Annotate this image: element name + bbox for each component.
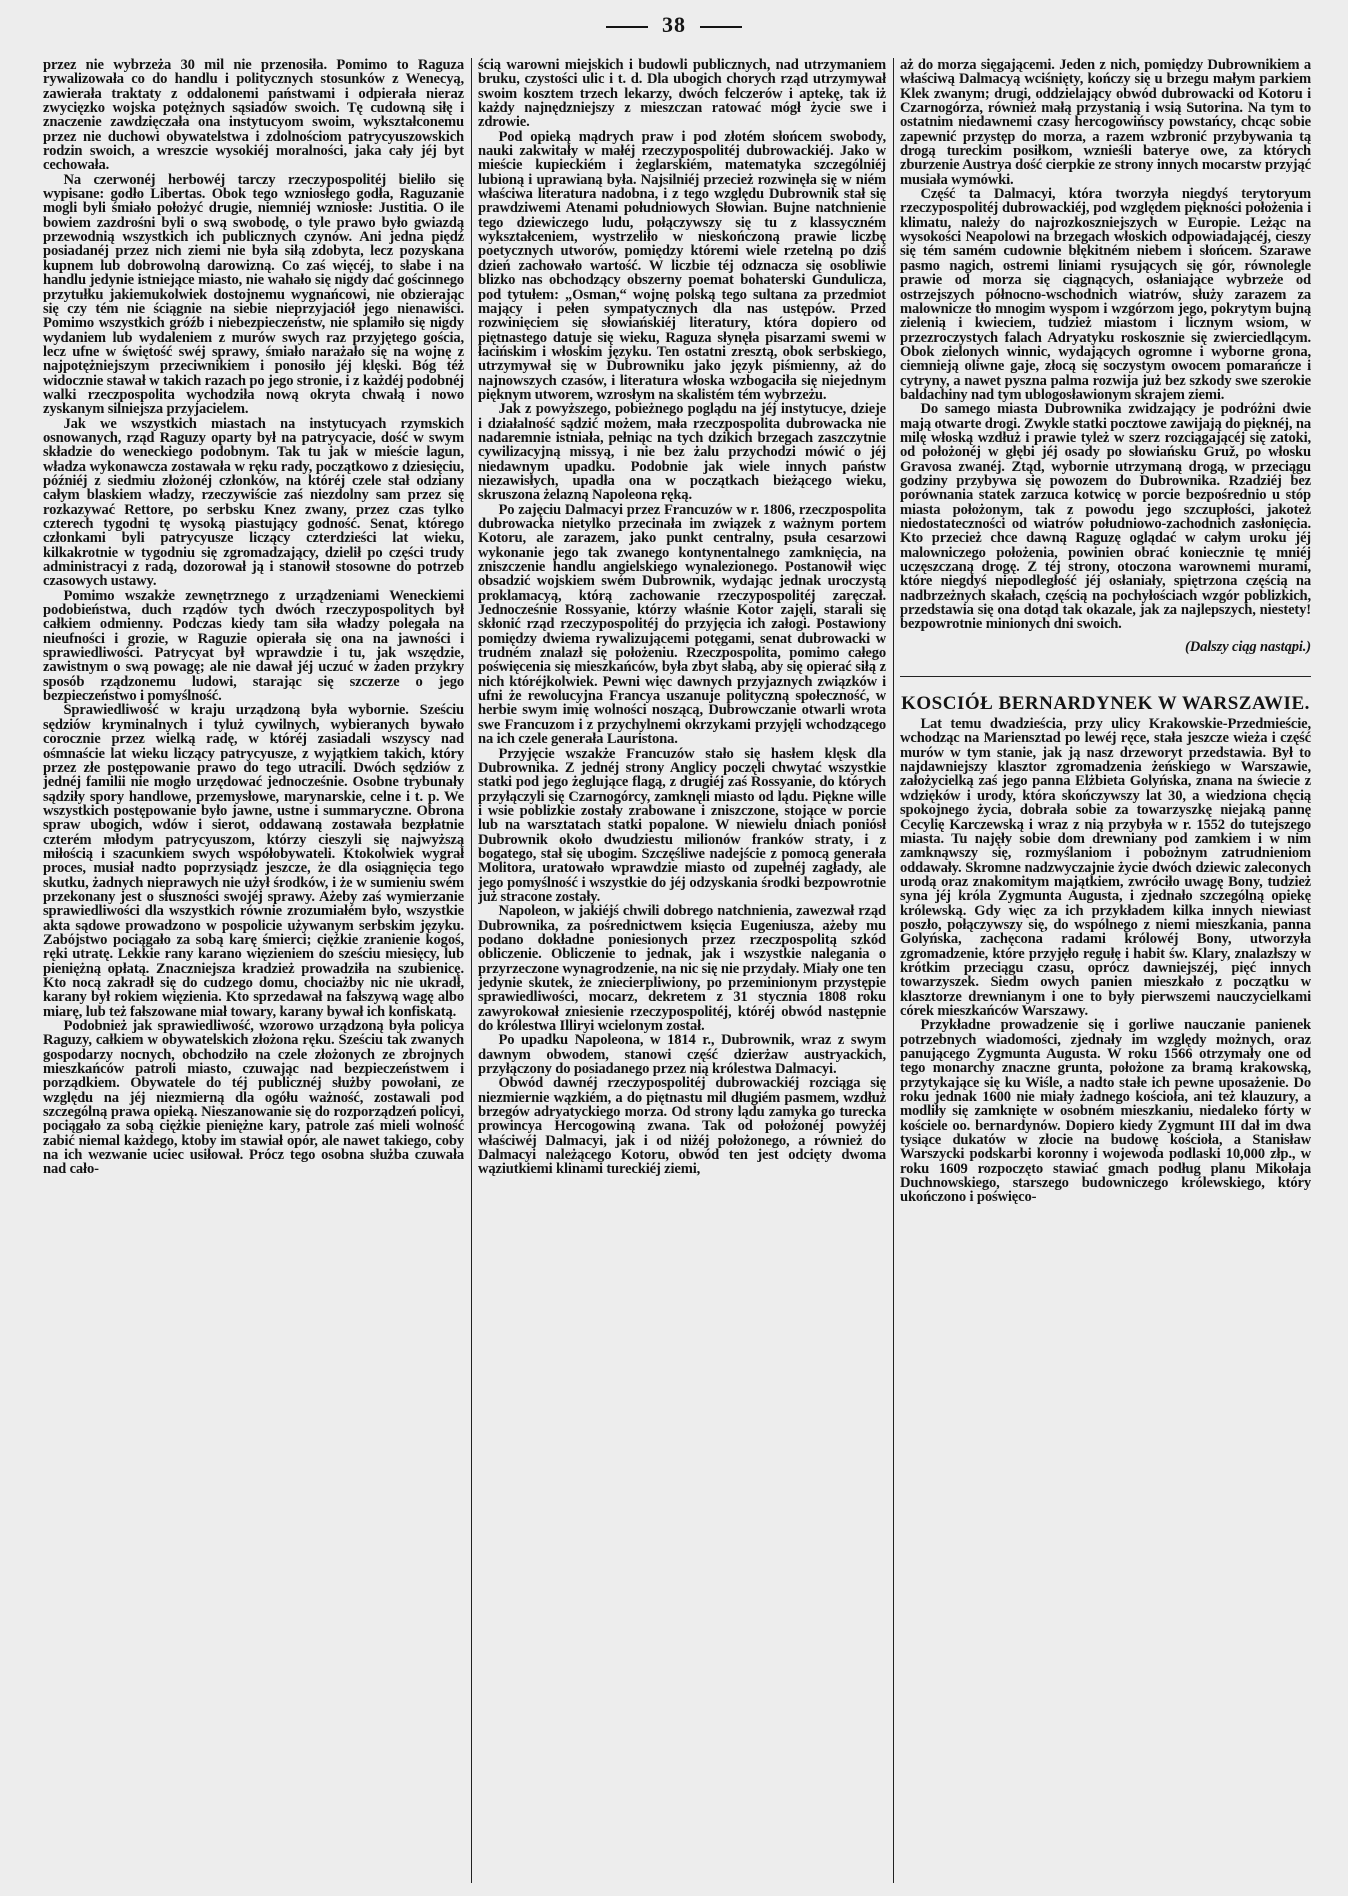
article-title: KOSCIÓŁ BERNARDYNEK W WARSZAWIE.	[901, 693, 1310, 715]
paragraph: Lat temu dwadzieścia, przy ulicy Krakowskie-Przedmieście, wchodząc na Mariensztad po lewéj ręce, stała jeszcze wieża i część murów w tym stanie, jak ją nasz drzeworyt przedstawia. Był to najdawniejszy klasztor zgromadzenia żeńskiego w Warszawie, założycielką zaś jego panna Elżbieta Golyńska, znana na świecie z wdzięków i urody, która skończywszy lat 30, a wiedziona chęcią spokojnego życia, dobrała sobie za towarzyszkę niejaką pannę Cecylię Karczewską i wraz z nią przybyła w r. 1552 do tutejszego miasta. Tu najęły sobie dom drewniany pod zamkiem i w nim zamknąwszy się, rozmyślaniom i pobożnym zatrudnieniom oddawały. Skromne nadzwyczajnie życie dwóch dziewic zaleconych urodą oraz znakomitym majątkiem, zwróciło uwagę Bony, tudzież syna jéj króla Zygmunta Augusta, i zjednało szczególną opiekę królewską. Gdy więc za ich przykładem kilka innych niewiast poszło, połączywszy się, do wspólnego z niemi mieszkania, panna Golyńska, zachęcona radami królowéj Bony, utworzyła zgromadzenie, które przyjęło regułę i habit św. Klary, znalazłszy w krótkim przeciągu czasu, oprócz dawniejszéj, pięć innych towarzyszek. Siedm owych panien mieszkało z początku w klasztorze drewnianym i one to były pierwszemi nauczycielkami córek mieszkańców Warszawy.	[900, 716, 1311, 1019]
paragraph: Na czerwonéj herbowéj tarczy rzeczypospolitéj bieliło się wypisane: godło Libertas. Obok tego wzniosłego godła, Raguzanie mogli byli śmiało położyć drugie, niemniéj wzniosłe: Justitia. O ile bowiem zazdrośni byli o swą swobodę, o tyle prawo było gwiazdą przewodnią wszystkich ich publicznych czynów. Ani jedna piędź posiadanéj przez nich ziemi nie była siłą zdobyta, lecz pozyskana kupnem lub dobrowolną darowizną. Co zaś więcéj, to słabe i na handlu jedynie istniejące miasto, nie wahało się nigdy dać gościnnego przytułku jakiemukolwiek dostojnemu wygnańcowi, nie obzierając się czy tém nie ściągnie na siebie nieprzyjaciół jego nienawiści. Pomimo wszystkich gróźb i niebezpieczeństw, nie splamiło się nigdy wydaniem lub wydaleniem z murów swych raz przyjętego gościa, lecz ufne w świętość swéj sprawy, śmiało narażało się na wojnę z najpotężniejszym przeciwnikiem i ponosiło jéj klęski. Bóg téż widocznie stawał w takich razach po jego stronie, i z każdéj podobnéj walki rzeczpospolita wychodziła nową okryta chwałą i nowo zyskanym silniejsza przyjacielem.	[43, 171, 464, 418]
column-rule	[471, 58, 472, 1883]
paragraph: ścią warowni miejskich i budowli publicznych, nad utrzymaniem bruku, czystości ulic i t. d. Dla ubogich chorych rząd utrzymywał swoim kosztem trzech lekarzy, dwóch felczerów i aptekę, tak iż każdy najnędzniejszy z mieszczan ratować mógł życie swe i zdrowie.	[478, 58, 886, 131]
paragraph: Po zajęciu Dalmacyi przez Francuzów w r. 1806, rzeczpospolita dubrowacka nietylko przecinała im związek z ważnym portem Kotoru, ale zarazem, jako punkt centralny, psuła cesarzowi wykonanie jego tak zwanego kontynentalnego zamknięcia, na zniszczenie handlu angielskiego wynalezionego. Postanowił więc obsadzić wojskiem swém Dubrownik, wydając jednak uroczystą proklamacyą, którą zachowanie rzeczypospolitéj zaręczał. Jednocześnie Rossyanie, którzy właśnie Kotor zajęli, starali się skłonić rząd rzeczypospolitéj do przyjęcia ich załogi. Postawiony pomiędzy dwiema rywalizującemi potęgami, senat dubrowacki w trudném znalazł się położeniu. Rzeczpospolita, pomimo całego poświęcenia się mieszkańców, była zbyt słabą, aby się opierać siłą z nich któréjkolwiek. Pewni więc dawnych przyjaznych związków i ufni że rewolucyjna Francya uszanuje polityczną społeczność, w herbie swym imię wolności noszącą, Dubrowczanie otwarli wrota swe Francuzom i z przychylnemi okrzykami przyjęli wchodzącego na ich czele generała Lauristona.	[478, 501, 886, 748]
paragraph: Sprawiedliwość w kraju urządzoną była wybornie. Sześciu sędziów kryminalnych i tyluż cywilnych, wybieranych bywało corocznie przez wielką radę, w któréj zasiadali wszyscy nad ośmnaście lat wieku liczący patrycyusze, z wyjątkiem takich, który przez złe postępowanie prawo do tego utracili. Dwóch sędziów z jednéj familii nie mogło urzędować jednocześnie. Osobne trybunały sądziły spory handlowe, przemysłowe, marynarskie, celne i t. p. We wszystkich postępowanie było jawne, ustne i summaryczne. Obrona spraw ubogich, wdów i sierot, oddawaną zostawała bezpłatnie czterém młodym patrycyuszom, którzy cieszyli się najwyższą miłością i szacunkiem swych współobywateli. Ktokolwiek wygrał proces, musiał nadto poprzysiądz jeszcze, że dla osiągnięcia tego skutku, żadnych nieprawych nie użył środków, i że w sumieniu swém przekonany jest o słuszności swojéj sprawy. Ażeby zaś wymierzanie sprawiedliwości dla wszystkich równie zrozumiałém było, wszystkie akta sądowe prowadzono w pospolicie używanym serbskim języku. Zabójstwo pociągało za sobą karę śmierci; ciężkie zranienie kogoś, ręki utratę. Lekkie rany karano więzieniem do sześciu miesięcy, lub pieniężną opłatą. Znaczniejsza kradzież prowadziła na szubienicę. Kto nocą zakradł się do cudzego domu, chociażby nic nie ukradł, karany był rokiem więzienia. Kto sprzedawał na fałszywą wagę albo miarę, lub też fałszowane miał towary, karany bywał ich konfiskatą.	[43, 702, 464, 1020]
paragraph: Przyjęcie wszakże Francuzów stało się hasłem klęsk dla Dubrownika. Z jednéj strony Anglicy poczęli chwytać wszystkie statki pod jego żeglujące flagą, z drugiéj zaś Rossyanie, do których przyłączyli się Czarnogórcy, zamknęli miasto od lądu. Piękne wille i wsie poblizkie zostały zrabowane i zniszczone, stojące w porcie lub na warsztatach statki popalone. W niewielu dniach poniósł Dubrownik około dwudziestu milionów franków straty, i z bogatego, stał się ubogim. Szczęśliwe nadejście z pomocą generała Molitora, uratowało wprawdzie miasto od zupełnéj zagłady, ale jego pomyślność i wszystkie do jéj odzyskania środki bezpowrotnie już stracone zostały.	[478, 745, 886, 905]
paragraph: Pod opieką mądrych praw i pod złotém słońcem swobody, nauki zakwitały w małéj rzeczypospolitéj dubrowackiéj. Jako w mieście kupieckiém i żeglarskiém, matematyka szczególniéj lubioną i uprawianą była. Najsilniéj przecież rozwinęła się w niém właściwa literatura nadobna, i z tego względu Dubrownik stał się prawdziwemi Atenami południowych Słowian. Bujne natchnienie tego dziewiczego ludu, połączywszy się tu z klassyczném wykształceniem, wystrzeliło w nieskończoną prawie liczbę poetycznych utworów, pomiędzy któremi wiele rzetelną po dziś dzień zachowało wartość. W liczbie téj odznacza się osobliwie blizko nas obchodzący obszerny poemat bohaterski Gundulicza, pod tytułem: „Osman,“ wojnę polską tego sultana za przedmiot mający i pełen sympatycznych dla nas ustępów. Przed rozwinięciem się słowiańskiéj literatury, która dopiero od piętnastego datuje się wieku, Raguza słynęła pisarzami swemi w łacińskim i włoskim języku. Ten ostatni zresztą, obok serbskiego, utrzymywał się w Dubrowniku jako język piśmienny, aż do najnowszych czasów, i literatura włoska wzbogaciła się niejednym pięknym utworem, wzrosłym na skalistém tém wybrzeżu.	[478, 128, 886, 403]
paragraph: aż do morza sięgającemi. Jeden z nich, pomiędzy Dubrownikiem a właściwą Dalmacyą wciśnięty, kończy się u brzegu małym parkiem Klek zwanym; drugi, oddzielający obwód dubrowacki od Kotoru i Czarnogórza, również małą przystanią i wsią Sutorina. Na tym to ostatnim niedawnemi czasy hercogowińscy powstańcy, chcąc sobie zapewnić przystęp do morza, a razem wzbronić przybywania tą drogą tureckim posiłkom, wznieśli baterye owe, za których zburzenie Austrya dość cierpkie ze strony innych mocarstw przyjąć musiała wymówki.	[900, 58, 1311, 188]
paragraph: Przykładne prowadzenie się i gorliwe nauczanie panienek potrzebnych wiadomości, zjednały im względy możnych, oraz panującego Zygmunta Augusta. W roku 1566 otrzymały one od tego monarchy znaczne grunta, położone za bramą krakowską, przytykające się ku Wiśle, a nadto stałe ich pewne uposażenie. Do roku jednak 1600 nie miały żadnego kościoła, ani też klauzury, a modliły się zamknięte w osobném mieszkaniu, niedaleko fórty w kościele oo. bernardynów. Dopiero kiedy Zygmunt III dał im dwa tysiące dukatów w złocie na budowę kościoła, a Stanisław Warszycki podskarbi koronny i wojewoda podlaski 10,000 złp., w roku 1609 rozpoczęto stawiać gmach podług planu Mikołaja Duchnowskiego, starszego budowniczego królewskiego, który ukończono i poświęco-	[900, 1017, 1311, 1206]
column-3	[900, 58, 1311, 1888]
paragraph: Podobnież jak sprawiedliwość, wzorowo urządzoną była policya Raguzy, całkiem w obywatelskich złożona ręku. Sześciu tak zwanych gospodarzy nocnych, obchodziło na czele złożonych ze zbrojnych mieszkańców patroli miasto, czuwając nad bezpieczeństwem i porządkiem. Obywatele do téj publicznéj służby powołani, ze względu na jéj niezmierną dla ogółu ważność, zostawali pod szczególną prawa opieką. Nieszanowanie się do rozporządzeń policyi, pociągało za sobą ciężkie pieniężne kary, patrole zaś mieli wolność zabić niemal każdego, ktoby im stawiał opór, ale nawet takiego, coby na ich wezwanie uciec usiłował. Prócz tego osobna służba czuwała nad cało-	[43, 1018, 464, 1178]
paragraph: Obwód dawnéj rzeczypospolitéj dubrowackiéj rozciąga się niezmiernie wązkiém, a do piętnastu mil długiém pasmem, wzdłuż brzegów adryatyckiego morza. Od strony lądu zamyka go turecka prowincya Hercogowiną zwana. Tak od położonéj powyżéj właściwéj Dalmacyi, jak i od niżéj położonego, a również do Dalmacyi należącego Kotoru, obwód ten jest odcięty dwoma wąziutkiemi klinami tureckiéj ziemi,	[478, 1075, 886, 1178]
paragraph: Napoleon, w jakiéjś chwili dobrego natchnienia, zawezwał rząd Dubrownika, za pośrednictwem księcia Eugeniusza, ażeby mu podano dokładne poniesionych przez rzeczpospolitą szkód obliczenie. Obliczenie to jednak, jak i wszystkie nalegania o przyrzeczone wynagrodzenie, na nic się nie przydały. Miały one ten jedynie skutek, że zniecierpliwiony, po przeminionym przystępie sprawiedliwości, mocarz, dekretem z 31 stycznia 1808 roku zawyrokował zniesienie rzeczypospolitéj, któréj obwód następnie do królestwa Illiryi wcielonym został.	[478, 903, 886, 1035]
paragraph: Po upadku Napoleona, w 1814 r., Dubrownik, wraz z swym dawnym obwodem, stanowi część dzierżaw austryackich, przyłączony do posiadanego przez nią królestwa Dalmacyi.	[478, 1032, 886, 1078]
continued-note: (Dalszy ciąg nastąpi.)	[1184, 638, 1311, 655]
paragraph: Jak we wszystkich miastach na instytucyach rzymskich osnowanych, rząd Raguzy oparty był na patrycyacie, dość w swym składzie do weneckiego podobnym. Tak tu jak w mieście lagun, władza wykonawcza zostawała w ręku rady, początkowo z dziesięciu, późniéj z siedmiu złożonéj członków, na któréj czele stał odziany całym blaskiem władzy, rzeczywiście zaś niezdolny sam przez się rozkazywać Rettore, po serbsku Knez zwany, przez czas tylko czterech tygodni tę wysoką piastujący godność. Senat, którego członkami byli patrycyusze liczący czterdzieści lat wieku, kilkakrotnie w tygodniu się zgromadzający, dzielił po części trudy administracyi z radą, dozorował ją i stanowił stosowne do potrzeb czasowych ustawy.	[43, 415, 464, 590]
column-1	[43, 58, 464, 1888]
column-2	[478, 58, 886, 1888]
paragraph: przez nie wybrzeża 30 mil nie przenosiła. Pomimo to Raguza rywalizowała co do handlu i politycznych stosunków z Wenecyą, zawierała traktaty z oddalonemi państwami i odpierała nieraz zwycięzko wojska potężnych sąsiadów swoich. Tę cudowną siłę i znaczenie zawdzięczała ona instytucyom swoim, wykształconemu przez nie duchowi obywatelstwa i zdolnościom patrycyuszowskich rodzin swoich, a wreszcie wysokiéj moralności, jaka cały jéj byt cechowała.	[43, 58, 464, 174]
paragraph: Jak z powyższego, pobieżnego poglądu na jéj instytucye, dzieje i działalność sądzić możem, mała rzeczpospolita dubrowacka nie nadaremnie istniała, pełniąc na tych dzikich brzegach zaszczytnie cywilizacyjną missyą, i nie bez żalu przychodzi mówić o jéj niedawnym upadku. Podobnie jak wiele innych państw niezawisłych, upadła ona w początkach bieżącego wieku, skruszona żelazną Napoleona ręką.	[478, 401, 886, 504]
section-divider	[900, 676, 1311, 677]
page-number	[0, 12, 1348, 38]
paragraph: Część ta Dalmacyi, która tworzyła niegdyś terytoryum rzeczypospolitéj dubrowackiéj, pod względem piękności położenia i klimatu, należy do najrozkoszniejszych w Europie. Leżąc na wysokości Neapolowi na brzegach włoskich odpowiadającéj, cieszy się tém samém cudownie błękitném niebem i słońcem. Szarawe pasmo nagich, ostremi liniami rysujących się gór, równolegle prawie od morza się ciągnących, osłaniające wybrzeże od ostrzejszych północno-wschodnich wiatrów, służy zarazem za malownicze tło mnogim wyspom i wzgórzom jego, pokrytym bujną zielenią i kwieciem, tudzież miastom i licznym wsiom, w przezroczystych falach Adryatyku roskosznie się zwierciedlącym. Obok zielonych winnic, wydających ogromne i wyborne grona, ciemnieją oliwne gaje, złocą się soczystym owocem pomarańcze i cytryny, a nawet pyszna palma rozwija już bez szkody swe szerokie baldachiny nad tym ublogosławionym skrajem ziemi.	[900, 186, 1311, 403]
paragraph: Pomimo wszakże zewnętrznego z urządzeniami Weneckiemi podobieństwa, duch rządów tych dwóch rzeczypospolitych był całkiem odmienny. Podczas kiedy tam siła władzy polegała na nieufności i grozie, w Raguzie opierała się ona na jawności i sprawiedliwości. Patrycyat był wprawdzie i tu, jak wszędzie, zawistnym o swą powagę; ale nie dawał jéj uczuć w żaden przykry sposób rządzonemu ludowi, starając się szczerze o jego bezpieczeństwo i pomyślność.	[43, 587, 464, 705]
dash-right	[700, 26, 742, 28]
page-number-text: 38	[662, 12, 686, 37]
dash-left	[606, 26, 648, 28]
column-rule	[893, 58, 894, 1883]
paragraph: Do samego miasta Dubrownika zwidzający je podróżni dwie mają otwarte drogi. Zwykle statki pocztowe zawijają do pięknéj, na milę włoską wzdłuż i prawie tyleż w szerz rozciągającéj się zatoki, od położonéj w głębi jéj osady po słowiańsku Gruž, po włosku Gravosa zwanéj. Ztąd, wybornie utrzymaną drogą, w przeciągu godziny przybywa się powozem do Dubrownika. Rzadziéj bez porównania statek zarzuca kotwicę w porcie bezpośrednio u stóp miasta położonym, tak z powodu jego szczupłości, jakoteż niedostateczności od wiatrów południowo-zachodnich zasłonięcia. Kto przecież chce dawną Raguzę oglądać w całym uroku jéj malowniczego położenia, powinien obrać koniecznie tę mniéj uczęszczaną drogę. Z téj strony, otoczona warownemi murami, które niegdyś niepodległość jéj osłaniały, spiętrzona częścią na nadbrzeżnych skałach, częścią na pochyłościach wzgór poblizkich, przedstawia się ona dotąd tak okazale, jak za najlepszych, niestety! bezpowrotnie minionych dni swoich.	[900, 401, 1311, 633]
